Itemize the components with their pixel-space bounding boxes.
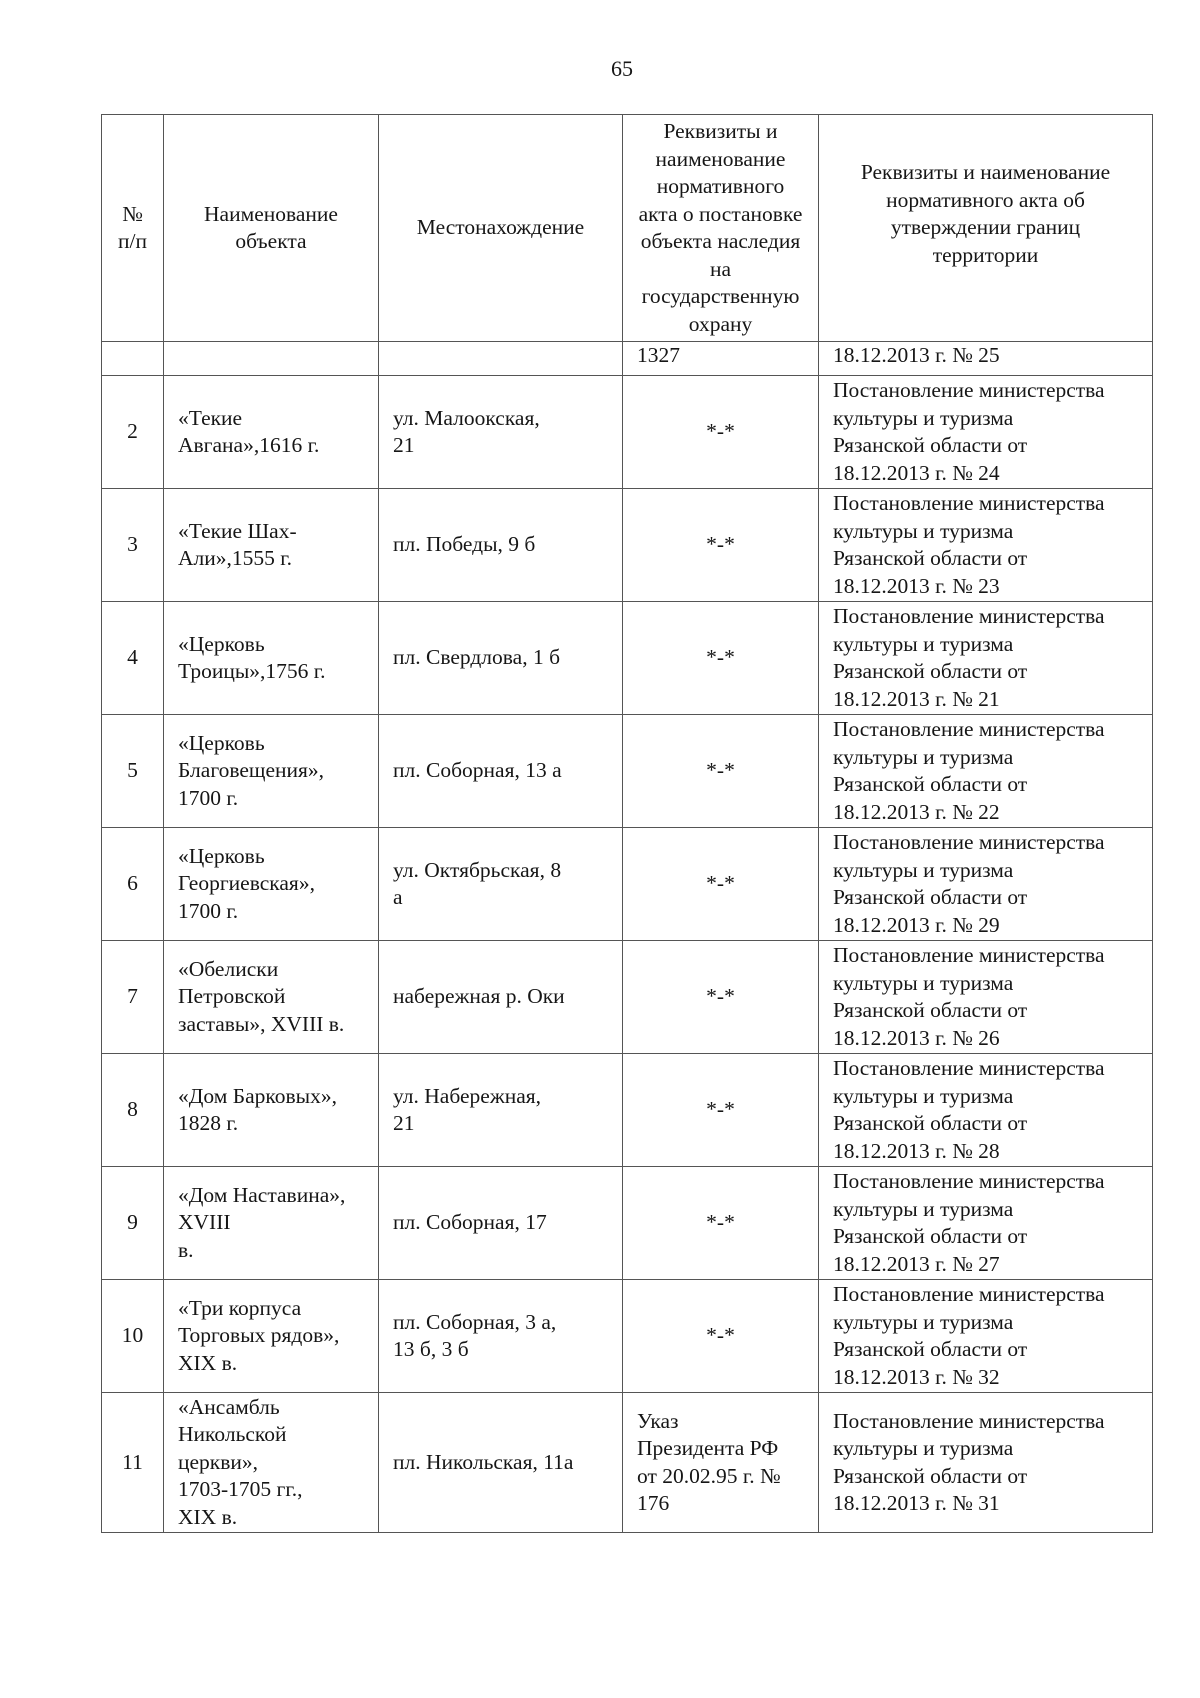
cell-text-line: *-*	[706, 419, 735, 444]
cell-text-line: 18.12.2013 г. № 27	[833, 1251, 1000, 1276]
cell-text-line: 18.12.2013 г. № 21	[833, 686, 1000, 711]
cell-boundary-act	[819, 489, 1153, 602]
cell-boundary-act	[819, 1280, 1153, 1393]
table-row	[102, 941, 1153, 1054]
cell-text-line: Рязанской области от	[833, 546, 1028, 570]
header-protection-act	[623, 115, 819, 342]
cell-text-line: пл. Победы, 9 б	[393, 532, 536, 557]
cell-text-line: «Церковь	[178, 631, 265, 656]
cell-object-name	[164, 828, 379, 941]
cell-text-line: «Дом Наставина»,	[178, 1182, 346, 1207]
cell-text-line: Постановление министерства	[833, 830, 1105, 854]
cell-text-line: Никольской	[178, 1422, 287, 1447]
cell-text-line: Рязанской области от	[833, 1224, 1028, 1248]
cell-text-line: а	[393, 885, 403, 909]
cell-text-line: пл. Свердлова, 1 б	[393, 645, 561, 670]
table-row	[102, 1280, 1153, 1393]
cell-object-name	[164, 489, 379, 602]
cell-text-line: Рязанской области от	[833, 998, 1028, 1022]
cell-location	[379, 376, 623, 489]
table-row	[102, 376, 1153, 489]
cell-number: 8	[102, 1054, 164, 1167]
cell-text-line: 1703-1705 гг.,	[178, 1477, 303, 1502]
cell-protection-act	[623, 602, 819, 715]
cell-text-line: Реквизиты и	[663, 119, 778, 143]
cell-text-line: «Ансамбль	[178, 1394, 280, 1419]
cell-text-line: «Церковь	[178, 730, 265, 755]
cell-text-line: Торговых рядов»,	[178, 1323, 340, 1348]
cell-boundary-act	[819, 715, 1153, 828]
cell-number: 5	[102, 715, 164, 828]
cell-text-line: охрану	[688, 311, 753, 336]
table-header	[102, 115, 1153, 342]
cell-text-line: Али»,1555 г.	[178, 546, 293, 570]
cell-text-line: пл. Соборная, 17	[393, 1210, 547, 1235]
cell-text-line: Благовещения»,	[178, 758, 325, 783]
cell-number: 6	[102, 828, 164, 941]
cell-text-line: Георгиевская»,	[178, 871, 315, 896]
table-row	[102, 602, 1153, 715]
cell-text-line: пл. Соборная, 3 а,	[393, 1309, 557, 1334]
cell-text-line: *-*	[706, 1323, 735, 1348]
cell-text-line: *-*	[706, 1210, 735, 1235]
cell-text-line: объекта наследия	[640, 229, 801, 253]
cell-location	[379, 602, 623, 715]
cell-text-line: культуры и туризма	[833, 631, 1014, 656]
cell-text-line: культуры и туризма	[833, 405, 1014, 430]
cell-text-line: Постановление министерства	[833, 1169, 1105, 1193]
cell-text-line: нормативного	[656, 174, 785, 198]
cell-text-line: Троицы»,1756 г.	[178, 659, 326, 683]
header-object-name	[164, 115, 379, 342]
cell-text-line: 18.12.2013 г. № 26	[833, 1025, 1000, 1050]
cell-text-line: культуры и туризма	[833, 1083, 1014, 1108]
cell-location	[379, 941, 623, 1054]
cell-text-line: 1700 г.	[178, 898, 239, 923]
cell-text-line: «Дом Барковых»,	[178, 1083, 337, 1108]
table-row	[102, 1167, 1153, 1280]
cell-text-line: п/п	[118, 229, 147, 253]
cell-text-line	[821, 269, 1150, 297]
cell-object-name	[164, 1393, 379, 1533]
cell-text-line: 176	[637, 1491, 670, 1515]
cell-boundary-act	[819, 376, 1153, 489]
cell-protection-act	[623, 1167, 819, 1280]
cell-text-line: нормативного акта об	[886, 187, 1085, 212]
cell-text-line: «Церковь	[178, 843, 265, 868]
cell-boundary-act	[819, 828, 1153, 941]
cell-number	[102, 342, 164, 376]
cell-number: 10	[102, 1280, 164, 1393]
cell-text-line: 1828 г.	[178, 1111, 239, 1135]
cell-text-line: Наименование	[204, 201, 338, 226]
table-row	[102, 489, 1153, 602]
heritage-objects-table	[101, 114, 1153, 1533]
cell-boundary-act	[819, 941, 1153, 1054]
cell-text-line: в.	[178, 1237, 194, 1262]
cell-text-line: объекта	[235, 229, 307, 253]
cell-text-line: Постановление министерства	[833, 1408, 1105, 1433]
cell-location	[379, 1393, 623, 1533]
cell-text-line: наименование	[655, 146, 786, 171]
table-row	[102, 1393, 1153, 1533]
cell-boundary-act	[819, 1167, 1153, 1280]
cell-object-name	[164, 1054, 379, 1167]
cell-location	[379, 828, 623, 941]
cell-text-line: 13 б, 3 б	[393, 1337, 469, 1361]
cell-location	[379, 489, 623, 602]
page-number: 65	[611, 56, 633, 81]
cell-text-line: 21	[393, 433, 415, 457]
cell-text-line: культуры и туризма	[833, 1436, 1014, 1460]
cell-text-line: Рязанской области от	[833, 1337, 1028, 1361]
cell-text-line: XIX в.	[178, 1350, 238, 1375]
cell-text-line: Постановление министерства	[833, 1056, 1105, 1080]
cell-protection-act: 1327	[623, 342, 819, 376]
cell-number: 2	[102, 376, 164, 489]
cell-object-name	[164, 1167, 379, 1280]
cell-object-name	[164, 602, 379, 715]
cell-text-line: культуры и туризма	[833, 518, 1014, 543]
cell-text-line: государственную	[641, 284, 800, 308]
cell-protection-act	[623, 1054, 819, 1167]
cell-location	[379, 342, 623, 376]
cell-text-line: заставы», XVIII в.	[178, 1011, 345, 1036]
cell-text-line: ул. Октябрьская, 8	[393, 857, 562, 882]
cell-text-line: культуры и туризма	[833, 1309, 1014, 1334]
cell-text-line: *-*	[706, 871, 735, 896]
cell-text-line: Рязанской области от	[833, 1111, 1028, 1135]
cell-text-line: Постановление министерства	[833, 1282, 1105, 1306]
cell-location	[379, 1054, 623, 1167]
header-row	[102, 115, 1153, 342]
cell-text-line: Постановление министерства	[833, 378, 1105, 402]
cell-text-line: «Текие Шах-	[178, 518, 297, 543]
cell-text-line: Постановление министерства	[833, 717, 1105, 741]
cell-text-line: «Три корпуса	[178, 1295, 302, 1320]
cell-location	[379, 1167, 623, 1280]
cell-text-line: Местонахождение	[416, 215, 585, 240]
cell-text-line: 18.12.2013 г. № 24	[833, 460, 1000, 485]
cell-text-line: церкви»,	[178, 1449, 259, 1474]
cell-text-line: 18.12.2013 г. № 32	[833, 1364, 1000, 1389]
cell-text-line: Указ	[637, 1408, 679, 1433]
cell-text-line: XIX в.	[178, 1504, 238, 1529]
cell-text-line: Петровской	[178, 984, 286, 1009]
cell-protection-act	[623, 1393, 819, 1533]
cell-text-line: №	[122, 201, 143, 226]
cell-text-line: Рязанской области от	[833, 772, 1028, 796]
cell-boundary-act	[819, 1054, 1153, 1167]
cell-text-line: XVIII	[178, 1210, 231, 1235]
table-row	[102, 715, 1153, 828]
cell-text-line: 18.12.2013 г. № 23	[833, 573, 1000, 598]
table-row-continued	[102, 342, 1153, 376]
cell-text-line: «Обелиски	[178, 956, 279, 981]
cell-text-line: *-*	[706, 532, 735, 557]
cell-text-line: акта о постановке	[638, 201, 803, 226]
cell-number: 4	[102, 602, 164, 715]
cell-protection-act	[623, 489, 819, 602]
table-row	[102, 828, 1153, 941]
cell-object-name	[164, 1280, 379, 1393]
cell-text-line: от 20.02.95 г. №	[637, 1463, 781, 1488]
cell-protection-act	[623, 1280, 819, 1393]
cell-text-line: пл. Соборная, 13 а	[393, 758, 562, 783]
cell-text-line: на	[709, 256, 732, 281]
cell-text-line: культуры и туризма	[833, 1196, 1014, 1221]
cell-text-line: *-*	[706, 984, 735, 1009]
cell-text-line: Рязанской области от	[833, 885, 1028, 909]
cell-text-line: культуры и туризма	[833, 970, 1014, 995]
cell-number: 9	[102, 1167, 164, 1280]
cell-protection-act	[623, 376, 819, 489]
cell-boundary-act	[819, 1393, 1153, 1533]
cell-text-line: *-*	[706, 1097, 735, 1122]
cell-location	[379, 715, 623, 828]
cell-text-line: набережная р. Оки	[393, 984, 565, 1009]
cell-text-line: территории	[932, 242, 1039, 267]
cell-text-line: Рязанской области от	[833, 659, 1028, 683]
cell-object-name	[164, 376, 379, 489]
cell-text-line: Реквизиты и наименование	[860, 160, 1111, 185]
cell-text-line: 18.12.2013 г. № 31	[833, 1491, 1000, 1515]
cell-boundary-act	[819, 602, 1153, 715]
cell-text-line: 1700 г.	[178, 785, 239, 810]
cell-text-line: Президента РФ	[637, 1436, 779, 1460]
cell-location	[379, 1280, 623, 1393]
cell-text-line: Постановление министерства	[833, 491, 1105, 515]
cell-protection-act	[623, 715, 819, 828]
cell-text-line: Рязанской области от	[833, 433, 1028, 457]
cell-text-line: Постановление министерства	[833, 943, 1105, 967]
cell-text-line: Рязанской области от	[833, 1463, 1028, 1488]
cell-text-line: *-*	[706, 645, 735, 670]
cell-text-line: *-*	[706, 758, 735, 783]
cell-object-name	[164, 715, 379, 828]
cell-protection-act	[623, 941, 819, 1054]
header-boundary-act	[819, 115, 1153, 342]
cell-text-line: 18.12.2013 г. № 22	[833, 799, 1000, 824]
cell-text-line: «Текие	[178, 405, 243, 430]
table-row	[102, 1054, 1153, 1167]
cell-text-line: утверждении границ	[890, 215, 1081, 240]
cell-text-line: Авгана»,1616 г.	[178, 433, 320, 457]
header-number	[102, 115, 164, 342]
cell-text-line: культуры и туризма	[833, 744, 1014, 769]
cell-text-line: ул. Набережная,	[393, 1083, 542, 1108]
cell-number: 7	[102, 941, 164, 1054]
cell-object-name	[164, 342, 379, 376]
cell-protection-act	[623, 828, 819, 941]
cell-boundary-act: 18.12.2013 г. № 25	[819, 342, 1153, 376]
cell-text-line: 21	[393, 1111, 415, 1135]
table-body	[102, 342, 1153, 1533]
cell-text-line: 18.12.2013 г. № 28	[833, 1138, 1000, 1163]
cell-text-line: 18.12.2013 г. № 29	[833, 912, 1000, 937]
cell-text-line: ул. Малоокская,	[393, 405, 540, 430]
cell-text-line: пл. Никольская, 11а	[393, 1449, 574, 1474]
cell-text-line: Постановление министерства	[833, 604, 1105, 628]
cell-text-line: культуры и туризма	[833, 857, 1014, 882]
cell-number: 11	[102, 1393, 164, 1533]
header-location	[379, 115, 623, 342]
cell-object-name	[164, 941, 379, 1054]
cell-number: 3	[102, 489, 164, 602]
